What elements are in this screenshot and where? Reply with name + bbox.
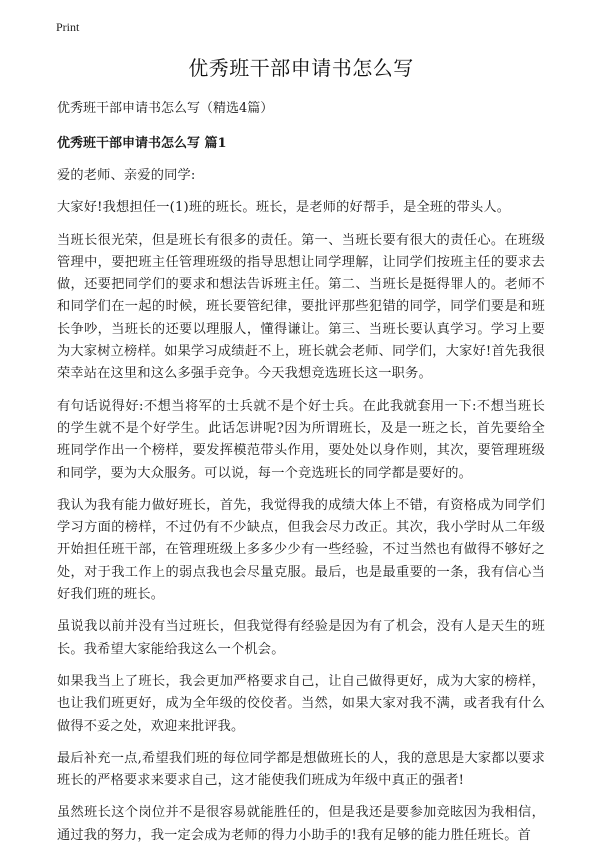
paragraph: 我认为我有能力做好班长，首先，我觉得我的成绩大体上不错，有资格成为同学们学习方面的榜样，不过仍有不少缺点，但我会尽力改正。其次，我小学时从二年级开始担任班干部，在管理班级上多多少少有一些经验，不过当然也有做得不够好之处，对于我工作上的弱点我也会尽量克服。最后，也是最重要的一条，我有信心当好我们班的班长。 xyxy=(57,497,545,603)
paragraph: 有句话说得好:不想当将军的士兵就不是个好士兵。在此我就套用一下:不想当班长的学生就不是个好学生。此话怎讲呢?因为所谓班长，及是一班之长，首先要给全班同学作出一个榜样，要发挥模范带头作用，要处处以身作则，其次，要管理班级和同学，要为大众服务。可以说，每一个竞选班长的同学都是要好的。 xyxy=(57,398,545,481)
page-title: 优秀班干部申请书怎么写 xyxy=(188,56,414,80)
paragraph: 虽说我以前并没有当过班长，但我觉得有经验是因为有了机会，没有人是天生的班长。我希望大家能给我这么一个机会。 xyxy=(57,619,545,657)
document xyxy=(57,52,545,857)
paragraph: 大家好!我想担任一(1)班的班长。班长，是老师的好帮手，是全班的带头人。 xyxy=(57,200,511,216)
paragraph: 当班长很光荣，但是班长有很多的责任。第一、当班长要有很大的责任心。在班级管理中，要把班主任管理班级的指导思想让同学理解，让同学们按班主任的要求去做，还要把同学们的要求和想法告诉班主任。第二、当班长是挺得罪人的。老师不和同学们在一起的时候，班长要管纪律，要批评那些犯错的同学，同学们要是和班长争吵，当班长的还要以理服人，懂得谦让。第三、当班长要认真学习。学习上要为大家树立榜样。如果学习成绩赶不上，班长就会老师、同学们，大家好!首先我很荣幸站在这里和这么多强手竞争。今天我想竞选班长这一职务。 xyxy=(57,232,545,382)
section-heading: 优秀班干部申请书怎么写 篇1 xyxy=(57,136,227,151)
paragraph: 如果我当上了班长，我会更加严格要求自己，让自己做得更好，成为大家的榜样，也让我们班更好，成为全年级的佼佼者。当然，如果大家对我不满，或者我有什么做得不妥之处，欢迎来批评我。 xyxy=(57,673,545,734)
paragraph: 最后补充一点,希望我们班的每位同学都是想做班长的人，我的意思是大家都以要求班长的严格要求来要求自己，这才能使我们班成为年级中真正的强者! xyxy=(57,750,545,789)
paragraph-greeting: 爱的老师、亲爱的同学: xyxy=(57,168,196,183)
print-link[interactable]: Print xyxy=(56,20,80,34)
paragraph: 虽然班长这个岗位并不是很容易就能胜任的，但是我还是要参加竞眩因为我相信，通过我的努力，我一定会成为老师的得力小助手的!我有足够的能力胜任班长。首 xyxy=(57,805,545,843)
document-subtitle: 优秀班干部申请书怎么写（精选4篇） xyxy=(57,101,274,116)
